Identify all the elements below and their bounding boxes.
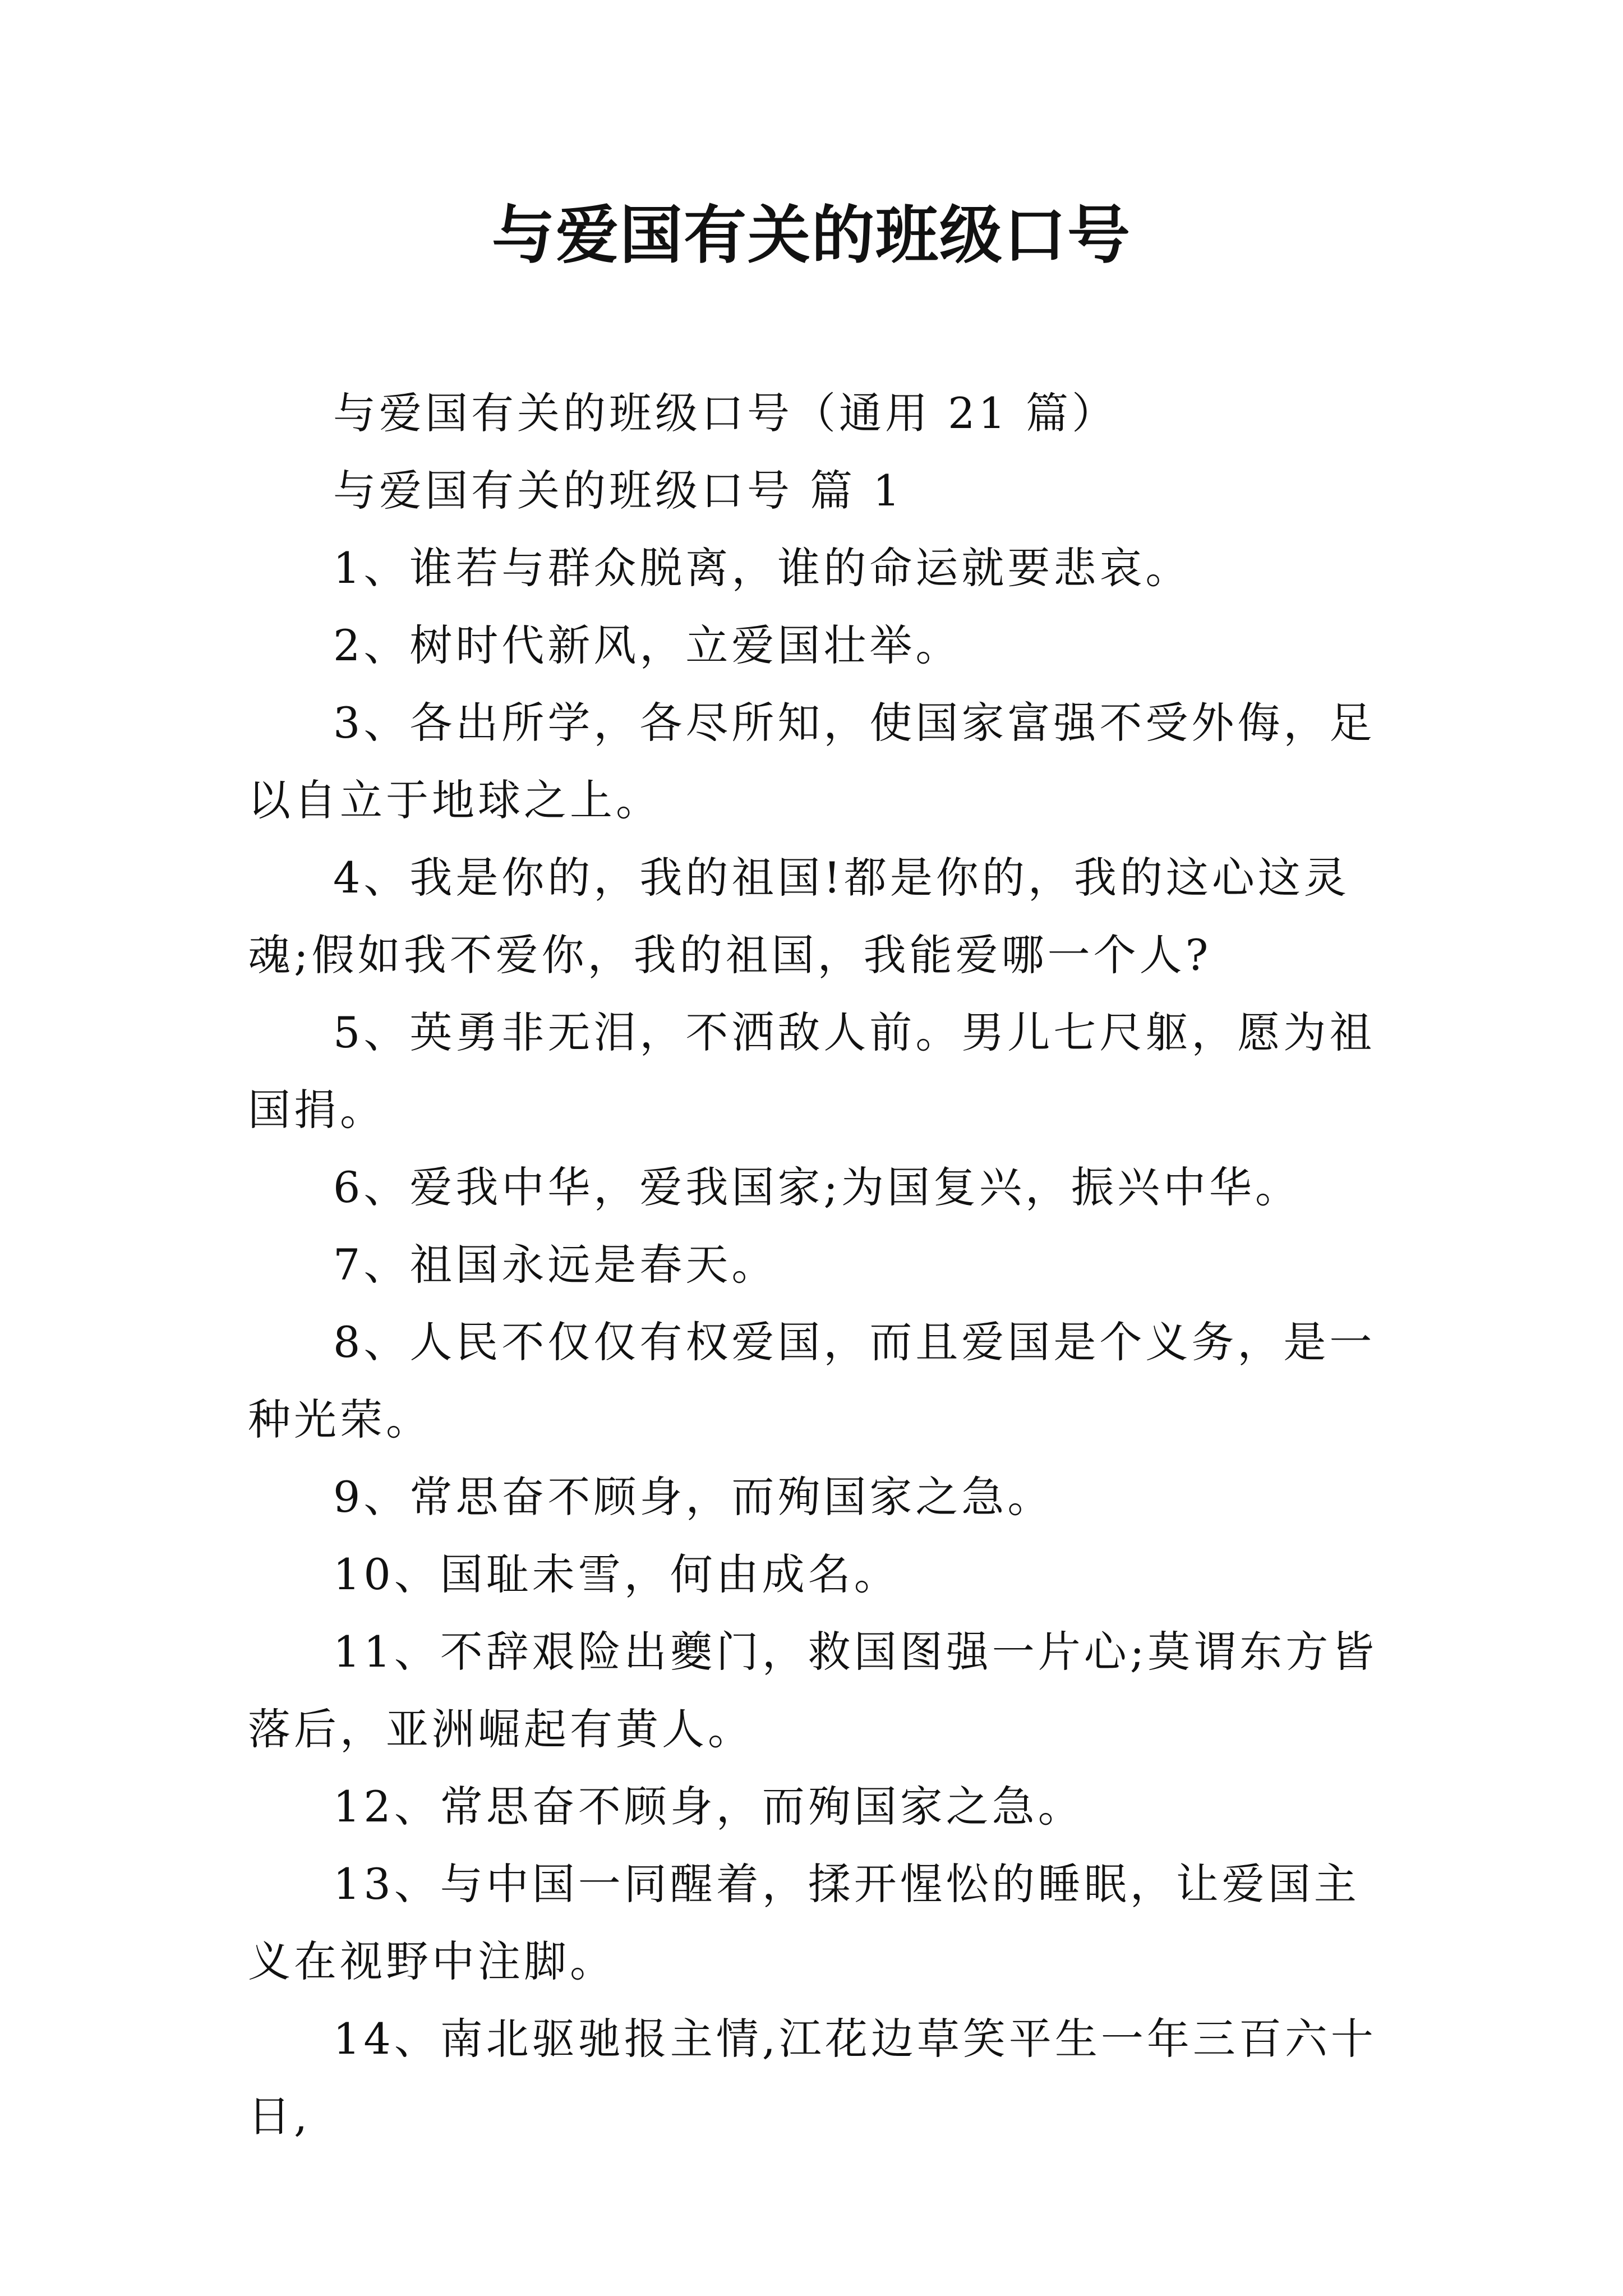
document-body: [248, 375, 1392, 2155]
slogan-item: 12、常思奋不顾身，而殉国家之急。: [333, 1782, 1084, 1832]
slogan-item: 2、树时代新风，立爱国壮举。: [333, 620, 962, 670]
paragraph-section-heading: 与爱国有关的班级口号 篇 1: [333, 466, 903, 516]
slogan-item: 7、祖国永远是春天。: [333, 1240, 778, 1290]
slogan-item: 1、谁若与群众脱离，谁的命运就要悲哀。: [333, 543, 1192, 593]
slogan-item: 5、英勇非无泪，不洒敌人前。男儿七尺躯，愿为祖国捐。: [248, 1007, 1376, 1135]
document-title: 与爱国有关的班级口号: [492, 199, 1131, 272]
slogan-item: 9、常思奋不顾身，而殉国家之急。: [333, 1472, 1054, 1522]
paragraph-subtitle: 与爱国有关的班级口号（通用 21 篇）: [333, 388, 1118, 438]
slogan-item: 10、国耻未雪，何由成名。: [333, 1549, 900, 1599]
slogan-item: 3、各出所学，各尽所知，使国家富强不受外侮，足以自立于地球之上。: [248, 698, 1376, 825]
slogan-item: 6、爱我中华，爱我国家;为国复兴，振兴中华。: [333, 1162, 1301, 1212]
slogan-item: 14、南北驱驰报主情,江花边草笑平生一年三百六十日,: [248, 2014, 1377, 2141]
slogan-item: 8、人民不仅仅有权爱国，而且爱国是个义务，是一种光荣。: [248, 1317, 1376, 1444]
slogan-item: 4、我是你的，我的祖国!都是你的，我的这心这灵魂;假如我不爱你，我的祖国，我能爱哪一个人?: [248, 853, 1350, 980]
slogan-item: 11、不辞艰险出夔门，救国图强一片心;莫谓东方皆落后，亚洲崛起有黄人。: [248, 1627, 1378, 1754]
slogan-item: 13、与中国一同醒着，揉开惺忪的睡眠，让爱国主义在视野中注脚。: [248, 1859, 1360, 1986]
